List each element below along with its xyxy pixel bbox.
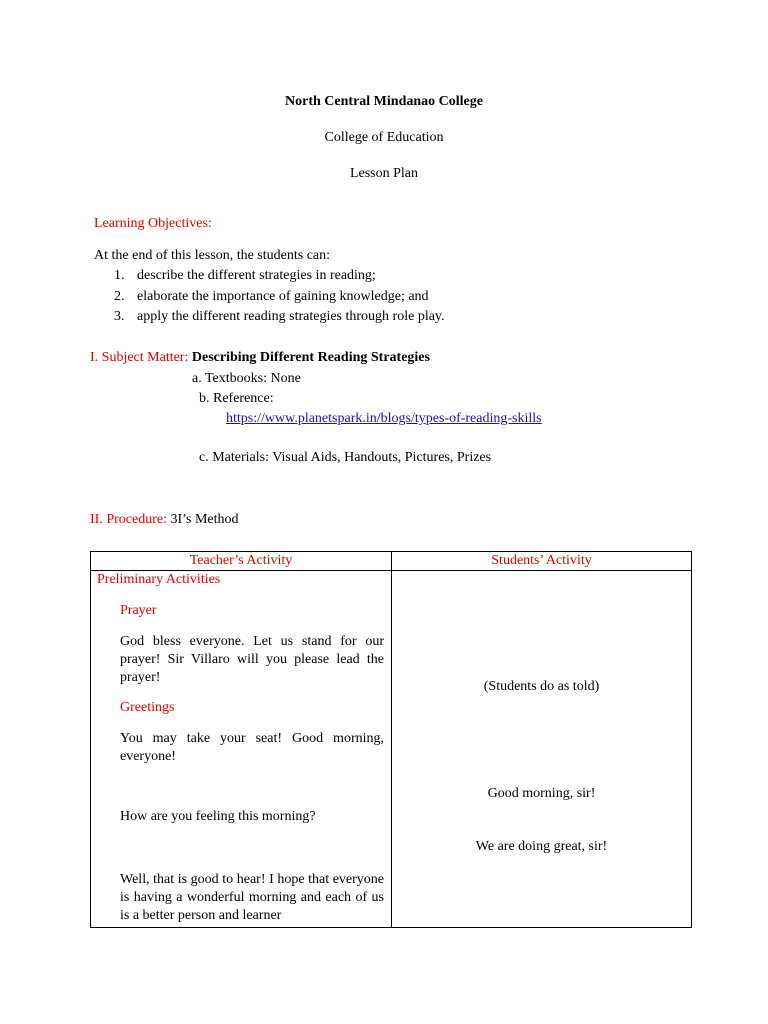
students-activity-header: Students’ Activity bbox=[491, 553, 592, 568]
objective-number: 1. bbox=[114, 268, 125, 283]
teacher-activity-header: Teacher’s Activity bbox=[189, 553, 293, 568]
prayer-text: God bless everyone. Let us stand for our prayer! Sir Villaro will you please lead the prayer! bbox=[120, 634, 384, 685]
objective-text: apply the different reading strategies through role play. bbox=[137, 309, 445, 324]
materials-line: c. Materials: Visual Aids, Handouts, Pictures, Prizes bbox=[199, 450, 492, 465]
textbooks-line: a. Textbooks: None bbox=[192, 371, 301, 386]
subject-matter-line bbox=[90, 350, 430, 366]
greetings-heading: Greetings bbox=[120, 700, 175, 715]
objectives-intro: At the end of this lesson, the students can: bbox=[94, 248, 331, 263]
objective-text: elaborate the importance of gaining knowledge; and bbox=[137, 289, 429, 304]
reference-label: b. Reference: bbox=[199, 391, 274, 406]
column-divider bbox=[391, 552, 392, 927]
objective-number: 3. bbox=[114, 309, 125, 324]
objective-number: 2. bbox=[114, 289, 125, 304]
document-type: Lesson Plan bbox=[349, 166, 419, 181]
student-response: (Students do as told) bbox=[483, 679, 600, 694]
header-divider bbox=[91, 570, 691, 571]
procedure-label: II. Procedure: bbox=[90, 512, 167, 527]
greetings-text: You may take your seat! Good morning, everyone! bbox=[120, 731, 384, 764]
institution-title: North Central Mindanao College bbox=[285, 94, 483, 109]
college-name: College of Education bbox=[324, 130, 444, 145]
preliminary-activities-heading: Preliminary Activities bbox=[97, 572, 221, 587]
subject-matter-label: I. Subject Matter: bbox=[90, 350, 189, 365]
student-response: Good morning, sir! bbox=[487, 786, 596, 801]
feeling-question: How are you feeling this morning? bbox=[120, 809, 316, 824]
activity-table bbox=[90, 551, 692, 928]
objectives-heading: Learning Objectives: bbox=[94, 216, 212, 231]
procedure-method: 3I’s Method bbox=[170, 512, 239, 527]
procedure-line bbox=[90, 512, 239, 528]
reference-link[interactable]: https://www.planetspark.in/blogs/types-of-reading-skills bbox=[226, 411, 542, 426]
closing-text: Well, that is good to hear! I hope that everyone is having a wonderful morning and each of us is a better person and learner bbox=[120, 872, 384, 923]
subject-matter-title: Describing Different Reading Strategies bbox=[191, 350, 430, 365]
prayer-heading: Prayer bbox=[120, 603, 157, 618]
student-response: We are doing great, sir! bbox=[475, 839, 608, 854]
objective-text: describe the different strategies in reading; bbox=[137, 268, 376, 283]
